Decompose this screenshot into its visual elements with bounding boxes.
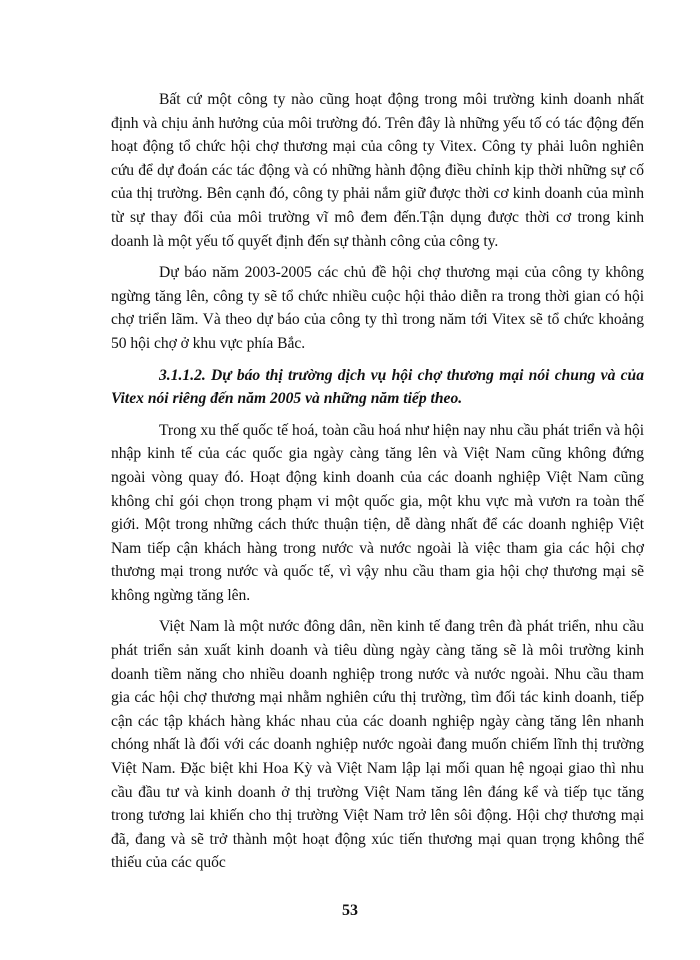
section-heading: 3.1.1.2. Dự báo thị trường dịch vụ hội chợ thương mại nói chung và của Vitex nói riêng đến năm 2005 và những năm tiếp theo. [111, 366, 644, 408]
document-body [111, 88, 644, 883]
body-paragraph: Trong xu thế quốc tế hoá, toàn cầu hoá như hiện nay nhu cầu phát triển và hội nhập kinh tế của các quốc gia ngày càng tăng lên và Việt Nam cũng không đứng ngoài vòng quay đó. Hoạt động kinh doanh của các doanh nghiệp Việt Nam cũng không chỉ gói chọn trong phạm vi một quốc gia, một khu vực mà vươn ra toàn thế giới. Một trong những cách thức thuận tiện, dễ dàng nhất để các doanh nghiệp Việt Nam tiếp cận khách hàng trong nước và nước ngoài là việc tham gia các hội chợ thương mại trong nước và quốc tế, vì vậy nhu cầu tham gia hội chợ thương mại sẽ không ngừng tăng lên. [111, 421, 644, 604]
page-number: 53 [342, 902, 358, 919]
body-paragraph: Dự báo năm 2003-2005 các chủ đề hội chợ thương mại của công ty không ngừng tăng lên, công ty sẽ tổ chức nhiều cuộc hội thảo diễn ra trong thời gian có hội chợ triển lãm. Và theo dự báo của công ty thì trong năm tới Vitex sẽ tổ chức khoảng 50 hội chợ ở khu vực phía Bắc. [111, 264, 644, 352]
body-paragraph: Việt Nam là một nước đông dân, nền kinh tế đang trên đà phát triển, nhu cầu phát triển sản xuất kinh doanh và tiêu dùng ngày càng tăng sẽ là môi trường kinh doanh tiềm năng cho nhiều doanh nghiệp trong nước và nước ngoài. Nhu cầu tham gia các hội chợ thương mại nhằm nghiên cứu thị trường, tìm đối tác kinh doanh, tiếp cận các tập khách hàng khác nhau của các doanh nghiệp ngày càng tăng lên nhanh chóng nhất là đối với các doanh nghiệp nước ngoài đang muốn chiếm lĩnh thị trường Việt Nam. Đặc biệt khi Hoa Kỳ và Việt Nam lập lại mối quan hệ ngoại giao thì nhu cầu đầu tư và kinh doanh ở thị trường Việt Nam tăng lên đáng kể và tiếp tục tăng trong tương lai khiến cho thị trường Việt Nam trở lên sôi động. Hội chợ thương mại đã, đang và sẽ trở thành một hoạt động xúc tiến thương mại quan trọng không thể thiếu của các quốc [111, 618, 644, 872]
body-paragraph: Bất cứ một công ty nào cũng hoạt động trong môi trường kinh doanh nhất định và chịu ảnh hưởng của môi trường đó. Trên đây là những yếu tố có tác động đến hoạt động tổ chức hội chợ thương mại của công ty Vitex. Công ty phải luôn nghiên cứu để dự đoán các tác động và có những hành động điều chỉnh kịp thời những sự cố của thị trường. Bên cạnh đó, công ty phải nắm giữ được thời cơ kinh doanh của mình từ sự thay đổi của môi trường vĩ mô đem đến.Tận dụng được thời cơ trong kinh doanh là một yếu tố quyết định đến sự thành công của công ty. [111, 91, 644, 250]
